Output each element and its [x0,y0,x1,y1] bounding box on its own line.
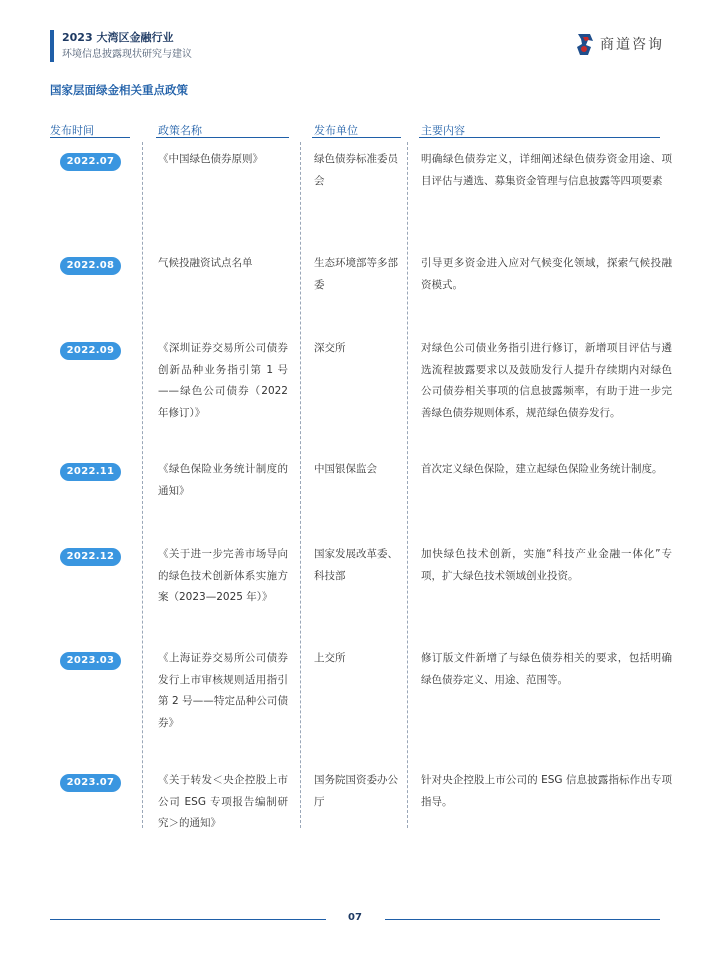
date-badge: 2022.08 [60,257,121,275]
policy-summary: 加快绿色技术创新，实施“科技产业金融一体化”专项，扩大绿色技术领域创业投资。 [421,548,672,582]
section-title: 国家层面绿金相关重点政策 [50,83,188,97]
policy-name: 《绿色保险业务统计制度的通知》 [158,463,288,497]
publisher: 中国银保监会 [314,463,377,475]
report-subtitle: 环境信息披露现状研究与建议 [62,49,192,60]
policy-name: 气候投融资试点名单 [158,257,253,269]
column-header-publisher: 发布单位 [314,124,358,137]
report-title: 2023 大湾区金融行业 [62,31,174,44]
policy-name: 《上海证券交易所公司债券发行上市审核规则适用指引第 2 号——特定品种公司债券》 [158,652,288,729]
column-header-underline [419,137,660,138]
column-header-underline [312,137,401,138]
column-header-policy: 政策名称 [158,124,202,137]
policy-summary: 明确绿色债券定义，详细阐述绿色债券资金用途、项目评估与遴选、募集资金管理与信息披露等四项要素 [421,153,672,187]
column-divider [142,142,143,828]
publisher: 深交所 [314,342,346,354]
publisher: 上交所 [314,652,346,664]
column-divider [300,142,301,828]
policy-name: 《关于进一步完善市场导向的绿色技术创新体系实施方案（2023—2025 年）》 [158,548,288,603]
company-logo [574,30,664,58]
column-header-date: 发布时间 [50,124,94,137]
policy-summary: 引导更多资金进入应对气候变化领域，探索气候投融资模式。 [421,257,672,291]
date-badge: 2022.07 [60,153,121,171]
publisher: 生态环境部等多部委 [314,257,398,291]
logo-emblem-icon [574,31,596,57]
date-badge: 2022.12 [60,548,121,566]
date-badge: 2023.03 [60,652,121,670]
policy-summary: 首次定义绿色保险，建立起绿色保险业务统计制度。 [421,463,663,475]
policy-summary: 对绿色公司债业务指引进行修订，新增项目评估与遴选流程披露要求以及鼓励发行人提升存续期内对绿色公司债券相关事项的信息披露频率，有助于进一步完善绿色债券规则体系，规范绿色债券发行。 [421,342,672,419]
date-badge: 2023.07 [60,774,121,792]
column-header-underline [156,137,289,138]
footer-rule-right [385,919,660,920]
publisher: 国务院国资委办公厅 [314,774,398,808]
column-header-underline [50,137,130,138]
column-divider [407,142,408,828]
date-badge: 2022.11 [60,463,121,481]
column-header-content: 主要内容 [421,124,465,137]
policy-summary: 修订版文件新增了与绿色债券相关的要求，包括明确绿色债券定义、用途、范围等。 [421,652,672,686]
publisher: 绿色债券标准委员会 [314,153,398,187]
footer-rule-left [50,919,326,920]
publisher: 国家发展改革委、科技部 [314,548,398,582]
page-number: 07 [348,912,362,923]
date-badge: 2022.09 [60,342,121,360]
header-accent-bar [50,30,54,62]
policy-name: 《关于转发＜央企控股上市公司 ESG 专项报告编制研究＞的通知》 [158,774,288,829]
policy-summary: 针对央企控股上市公司的 ESG 信息披露指标作出专项指导。 [421,774,672,808]
policy-name: 《深圳证券交易所公司债券创新品种业务指引第 1 号——绿色公司债券（2022 年修订）》 [158,342,288,419]
logo-text: 商道咨询 [600,37,664,53]
policy-name: 《中国绿色债券原则》 [158,153,263,165]
